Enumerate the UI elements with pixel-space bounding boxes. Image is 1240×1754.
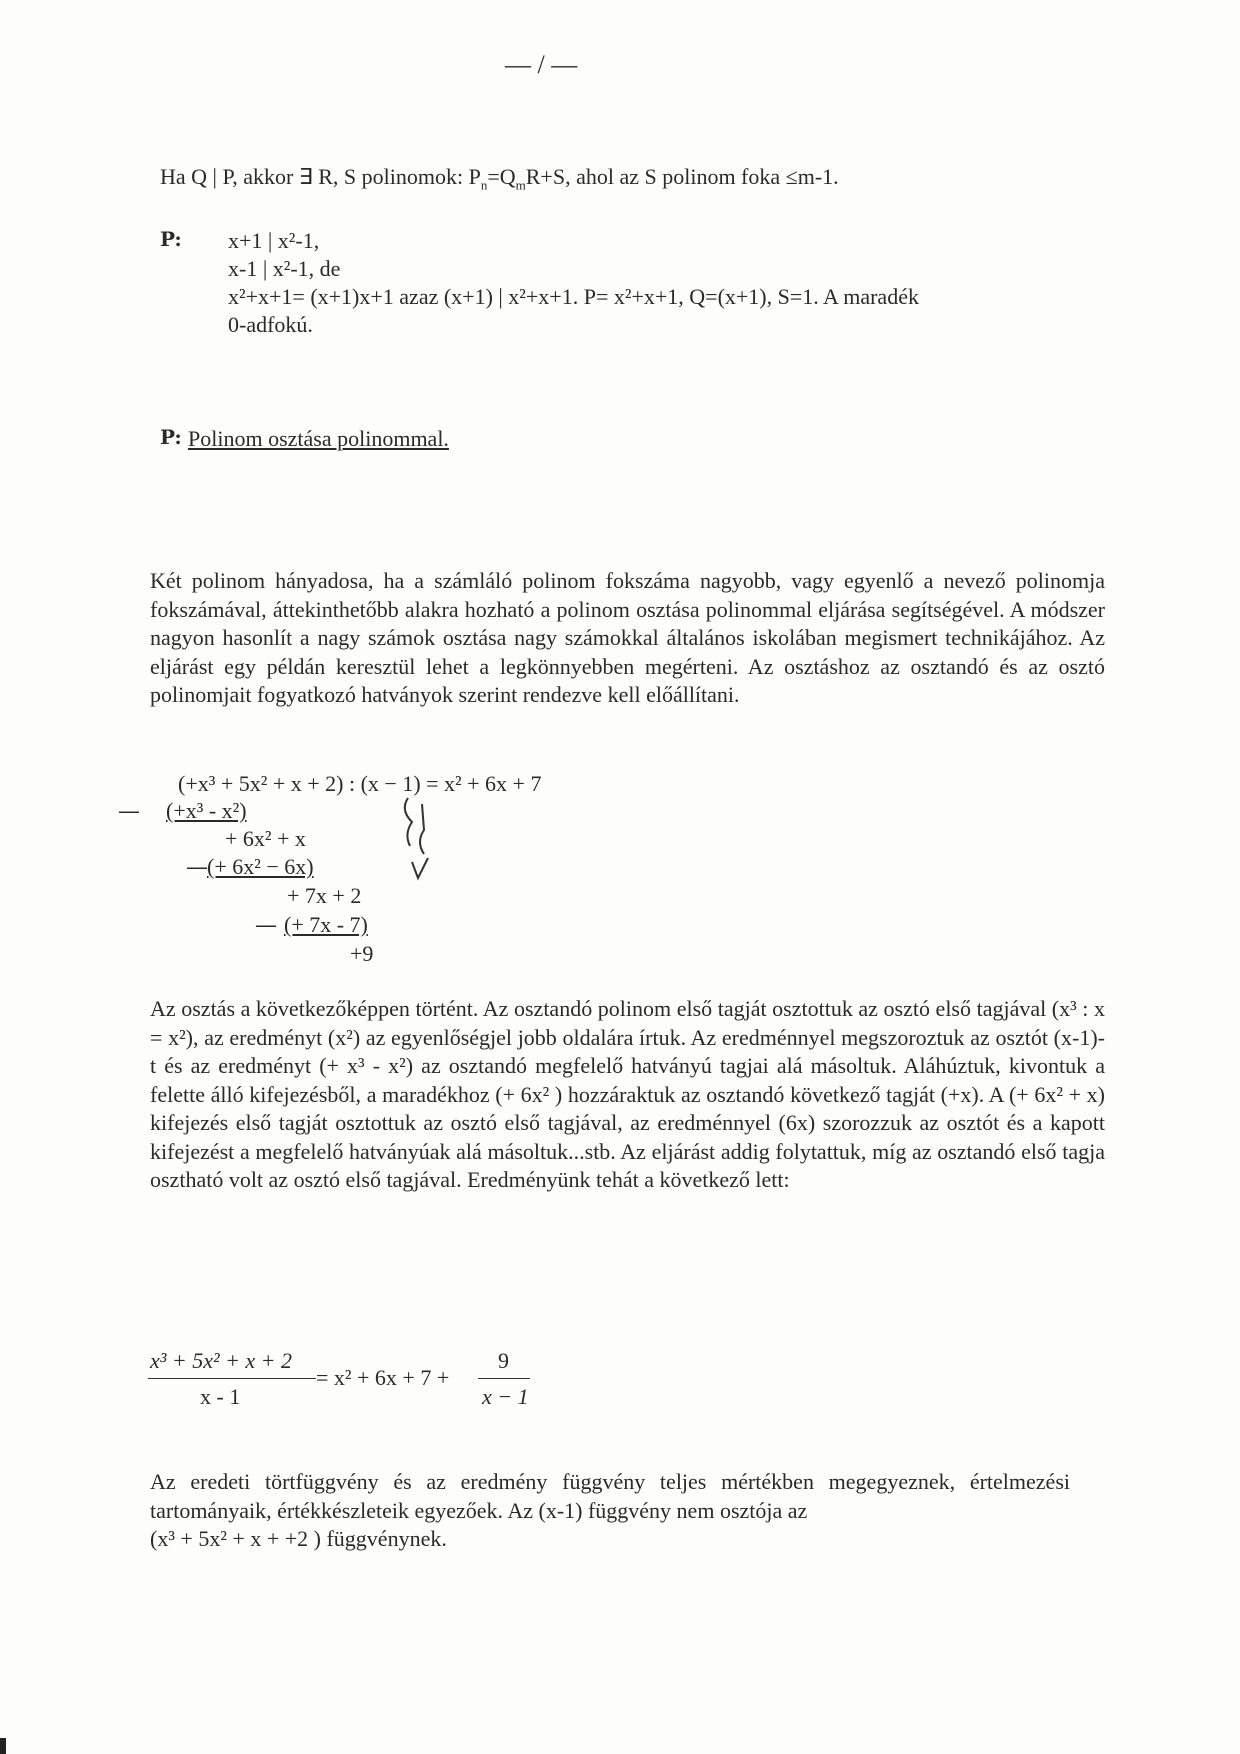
example-line-3: x²+x+1= (x+1)x+1 azaz (x+1) | x²+x+1. P= x²+x+1, Q=(x+1), S=1. A maradék — [228, 284, 919, 309]
theorem-text: Ha Q | P, akkor ∃ R, S polinomok: P — [160, 164, 481, 189]
remainder-numerator: 9 — [498, 1348, 509, 1373]
theorem-tail: , ahol az S polinom foka ≤m-1. — [565, 164, 839, 189]
division-row-1: (+x³ + 5x² + x + 2) : (x − 1) = x² + 6x + 7 — [178, 771, 542, 796]
division-minus-3: — — [255, 913, 277, 938]
division-row-6: (+ 7x - 7) — [284, 912, 368, 937]
division-row-3: + 6x² + x — [225, 826, 306, 851]
explain-paragraph: Az osztás a következőképpen történt. Az osztandó polinom első tagját osztottuk az osztó első tagjával (x³ : x = x²), az eredményt (x²) az egyenlőségjel jobb oldalára írtuk. Az eredménnyel megszoroztuk az osztót (x-1)-t és az eredményt (+ x³ - x²) az osztandó megfelelő hatványú tagjai alá másoltuk. Aláhúztuk, kivontuk a felette álló kifejezésből, a maradékhoz (+ 6x² ) hozzáraktuk az osztandó következő tagját (+x). A (+ 6x² + x) kifejezés első tagját osztottuk az osztó első tagjával, az eredménnyel (6x) szorozzuk az osztót és a kapott kifejezést a megfelelő hatványúak alá másoltuk...stb. Az eljárást addig folytattuk, míg az osztandó első tagja osztható volt az osztó első tagjával. Eredményünk tehát a következő lett: — [150, 996, 1105, 1192]
example-line-2: x-1 | x²-1, de — [228, 256, 341, 281]
result-denominator: x - 1 — [200, 1384, 241, 1409]
result-fraction-line — [148, 1378, 316, 1379]
result-numerator: x³ + 5x² + x + 2 — [150, 1348, 293, 1373]
handwritten-arrows — [390, 790, 450, 910]
section-title: Polinom osztása polinommal. — [188, 426, 449, 451]
section-label: P: — [160, 425, 182, 449]
conclusion-paragraph: Az eredeti törtfüggvény és az eredmény függvény teljes mértékben megegyeznek, értelmezési tartományaik, értékkészleteik egyezőek. Az (x-1) függvény nem osztója az — [150, 1469, 1070, 1523]
division-row-7: +9 — [350, 941, 374, 966]
division-minus-2: — — [186, 855, 208, 880]
division-row-5: + 7x + 2 — [287, 883, 362, 908]
example-label: P: — [160, 227, 182, 251]
example-line-4: 0-adfokú. — [228, 312, 313, 337]
division-row-2: (+x³ - x²) — [166, 798, 247, 823]
division-minus-1: — — [118, 799, 140, 824]
page-number: — / — — [505, 50, 578, 79]
division-row-4: (+ 6x² − 6x) — [207, 854, 314, 879]
scan-corner-mark — [0, 1738, 6, 1754]
result-equals: = x² + 6x + 7 + — [316, 1365, 450, 1390]
conclusion-last-line: (x³ + 5x² + x + +2 ) függvénynek. — [150, 1526, 447, 1551]
intro-paragraph: Két polinom hányadosa, ha a számláló polinom fokszáma nagyobb, vagy egyenlő a nevező polinomja fokszámával, áttekinthetőbb alakra hozható a polinom osztása polinommal eljárása segítségével. A módszer nagyon hasonlít a nagy számok osztása nagy számokkal általános iskolában megismert technikájához. Az eljárást egy példán keresztül lehet a legkönnyebben megérteni. Az osztáshoz az osztandó és az osztó polinomjait fogyatkozó hatványok szerint rendezve kell előállítani. — [150, 568, 1105, 707]
example-line-1: x+1 | x²-1, — [228, 228, 320, 253]
remainder-denominator: x − 1 — [482, 1384, 529, 1409]
theorem-line: Ha Q | P, akkor ∃ R, S polinomok: $P_n=Q_mR+S$, ahol az S polinom foka ≤m-1. — [160, 164, 839, 193]
remainder-fraction-line — [478, 1378, 530, 1379]
